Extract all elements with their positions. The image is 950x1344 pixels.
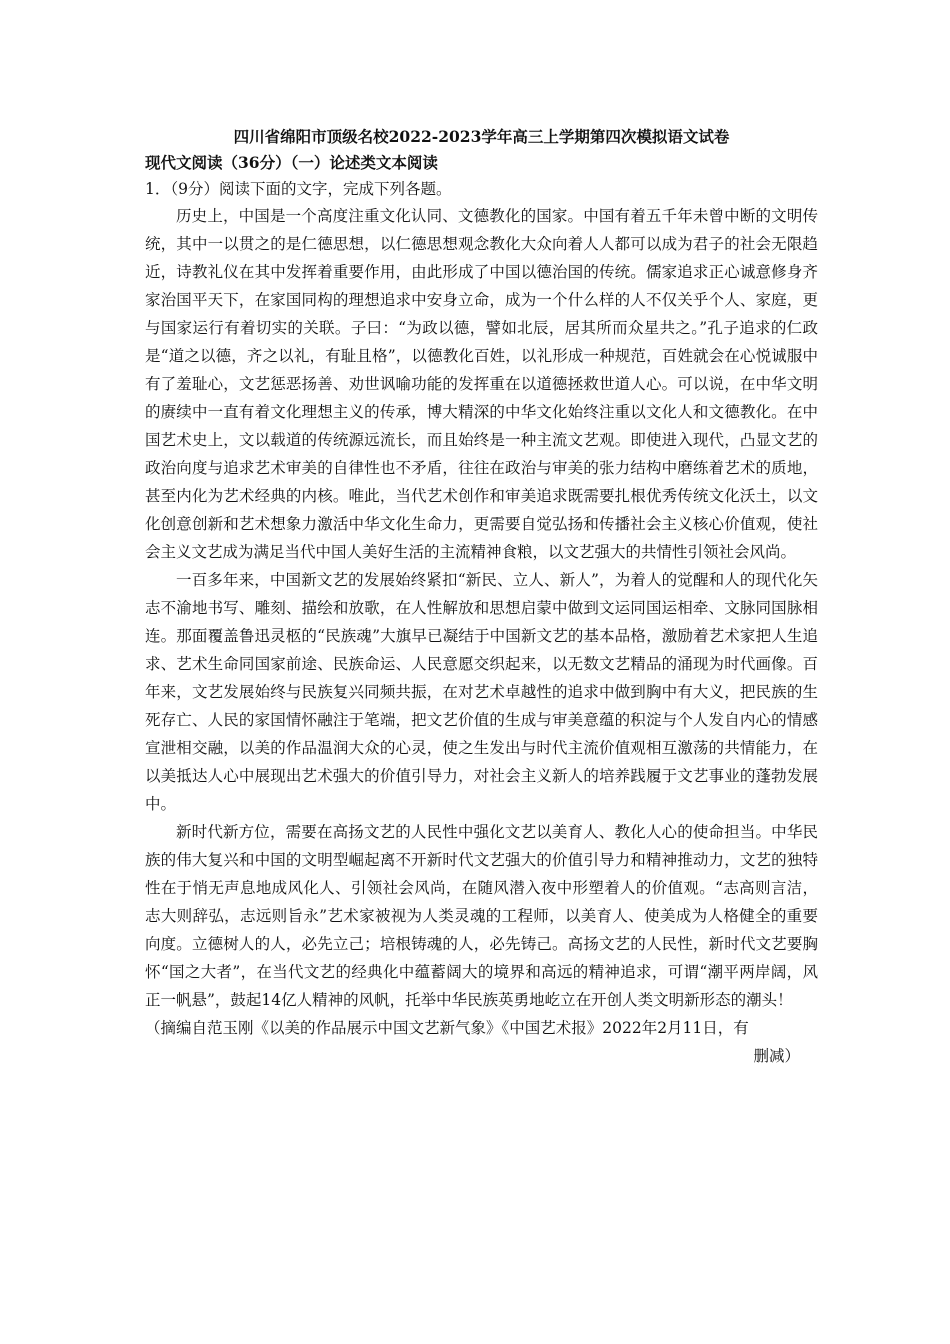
passage-paragraph-2: 一百多年来，中国新文艺的发展始终紧扣“新民、立人、新人”，为着人的觉醒和人的现代化矢志不渝地书写、雕刻、描绘和放歌，在人性解放和思想启蒙中做到文运同国运相牵、文脉同国脉相连。那面覆盖鲁迅灵柩的“民族魂”大旗早已凝结于中国新文艺的基本品格，激励着艺术家把人生追求、艺术生命同国家前途、民族命运、人民意愿交织起来，以无数文艺精品的涌现为时代画像。百年来，文艺发展始终与民族复兴同频共振，在对艺术卓越性的追求中做到胸中有大义，把民族的生死存亡、人民的家国情怀融注于笔端，把文艺价值的生成与审美意蕴的积淀与个人发自内心的情感宣泄相交融，以美的作品温润大众的心灵，使之生发出与时代主流价值观相互激荡的共情能力，在以美抵达人心中展现出艺术强大的价值引导力，对社会主义新人的培养践履于文艺事业的蓬勃发展中。 — [145, 571, 818, 813]
source-citation: （摘编自范玉刚《以美的作品展示中国文艺新气象》《中国艺术报》2022年2月11日，有 — [145, 1019, 749, 1037]
question-intro: 1．（9分）阅读下面的文字，完成下列各题。 — [145, 180, 452, 198]
passage-paragraph-3: 新时代新方位，需要在高扬文艺的人民性中强化文艺以美育人、教化人心的使命担当。中华民族的伟大复兴和中国的文明型崛起离不开新时代文艺强大的价值引导力和精神推动力，文艺的独特性在于悄无声息地成风化人、引领社会风尚，在随风潜入夜中形塑着人的价值观。“志高则言洁，志大则辞弘，志远则旨永”艺术家被视为人类灵魂的工程师，以美育人、使美成为人格健全的重要向度。立德树人的人，必先立己；培根铸魂的人，必先铸己。高扬文艺的人民性，新时代文艺要胸怀“国之大者”，在当代文艺的经典化中蕴蓄阔大的境界和高远的精神追求，可谓“潮平两岸阔，风正一帆悬”，鼓起14亿人精神的风帆，托举中华民族英勇地屹立在开创人类文明新形态的潮头！ — [145, 823, 818, 1009]
source-citation-tail: 删减） — [753, 1047, 800, 1065]
document-title: 四川省绵阳市顶级名校2022-2023学年高三上学期第四次模拟语文试卷 — [233, 127, 730, 146]
passage-paragraph-1: 历史上，中国是一个高度注重文化认同、文德教化的国家。中国有着五千年未曾中断的文明传统，其中一以贯之的是仁德思想，以仁德思想观念教化大众向着人人都可以成为君子的社会无限趋近，诗教礼仪在其中发挥着重要作用，由此形成了中国以德治国的传统。儒家追求正心诚意修身齐家治国平天下，在家国同构的理想追求中安身立命，成为一个什么样的人不仅关乎个人、家庭，更与国家运行有着切实的关联。子曰：“为政以德，譬如北辰，居其所而众星共之。”孔子追求的仁政是“道之以德，齐之以礼，有耻且格”，以德教化百姓，以礼形成一种规范，百姓就会在心悦诚服中有了羞耻心，文艺惩恶扬善、劝世讽喻功能的发挥重在以道德拯救世道人心。可以说，在中华文明的赓续中一直有着文化理想主义的传承，博大精深的中华文化始终注重以文化人和文德教化。在中国艺术史上，文以载道的传统源远流长，而且始终是一种主流文艺观。即使进入现代，凸显文艺的政治向度与追求艺术审美的自律性也不矛盾，往往在政治与审美的张力结构中磨练着艺术的质地，甚至内化为艺术经典的内核。唯此，当代艺术创作和审美追求既需要扎根优秀传统文化沃土，以文化创意创新和艺术想象力激活中华文化生命力，更需要自觉弘扬和传播社会主义核心价值观，使社会主义文艺成为满足当代中国人美好生活的主流精神食粮，以文艺强大的共情性引领社会风尚。 — [145, 207, 818, 561]
section-heading: 现代文阅读（36分）（一）论述类文本阅读 — [145, 153, 438, 172]
document-page — [145, 124, 818, 1070]
